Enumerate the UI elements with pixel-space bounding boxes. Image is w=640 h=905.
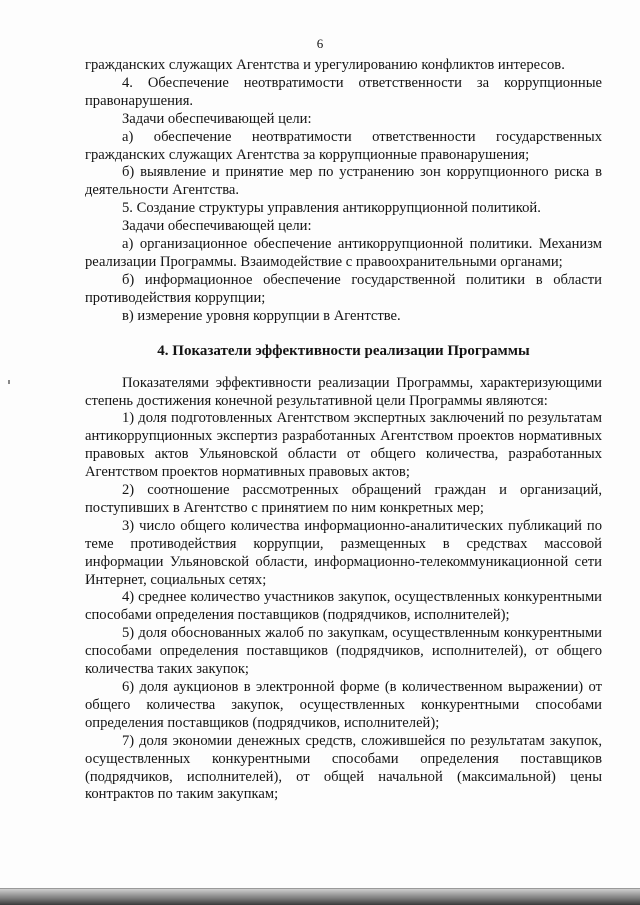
list-item: 5) доля обоснованных жалоб по закупкам, осуществленным конкурентными способами определения поставщиков (подрядчиков, исполнителей), от общего количества таких закупок; — [85, 625, 602, 678]
scan-edge-shadow — [0, 889, 640, 905]
paragraph: 4. Обеспечение неотвратимости ответственности за коррупционные правонарушения. — [85, 74, 602, 109]
page-number: 6 — [316, 36, 324, 51]
paragraph: Показателями эффективности реализации Программы, характеризующими степень достижения конечной результативной цели Программы являются: — [85, 374, 602, 409]
paragraph: а) организационное обеспечение антикоррупционной политики. Механизм реализации Программы. Взаимодействие с правоохранительными органами; — [85, 236, 602, 270]
list-item: 2) соотношение рассмотренных обращений граждан и организаций, поступивших в Агентство с принятием по ним конкретных мер; — [85, 482, 602, 516]
paragraph: 5. Создание структуры управления антикоррупционной политикой. — [122, 200, 541, 217]
paragraph: Задачи обеспечивающей цели: — [122, 218, 312, 235]
list-item: 6) доля аукционов в электронной форме (в количественном выражении) от общего количества закупок, осуществленных конкурентными способами определения поставщиков (подрядчиков, исполнителей); — [85, 679, 602, 731]
paragraph: гражданских служащих Агентства и урегулированию конфликтов интересов. — [85, 57, 565, 73]
list-item: 3) число общего количества информационно-аналитических публикаций по теме противодействия коррупции, размещенных в средствах массовой информации Ульяновской области, информационно-телекоммуникационной сети Интернет, социальных сетях; — [85, 517, 602, 588]
paragraph: а) обеспечение неотвратимости ответственности государственных гражданских служащих Агентства за коррупционные правонарушения; — [85, 128, 602, 163]
document-body — [85, 57, 602, 804]
paragraph: в) измерение уровня коррупции в Агентстве. — [122, 307, 401, 324]
paragraph: Задачи обеспечивающей цели: — [122, 110, 312, 127]
paragraph: б) информационное обеспечение государственной политики в области противодействия коррупции; — [85, 271, 602, 306]
section-heading: 4. Показатели эффективности реализации Программы — [157, 342, 530, 359]
scan-artifact — [8, 380, 10, 384]
list-item: 1) доля подготовленных Агентством экспертных заключений по результатам антикоррупционных экспертиз разработанных Агентством проектов нормативных правовых актов Ульяновской области от общего количества, разработанных Агентством проектов нормативных правовых актов; — [85, 410, 602, 481]
paragraph: б) выявление и принятие мер по устранению зон коррупционного риска в деятельности Агентства. — [85, 164, 602, 199]
list-item: 4) среднее количество участников закупок, осуществленных конкурентными способами определения поставщиков (подрядчиков, исполнителей); — [85, 589, 602, 624]
list-item: 7) доля экономии денежных средств, сложившейся по результатам закупок, осуществленных конкурентными способами определения поставщиков (подрядчиков, исполнителей), от общей начальной (максимальной) цены контрактов по таким закупкам; — [85, 732, 602, 803]
